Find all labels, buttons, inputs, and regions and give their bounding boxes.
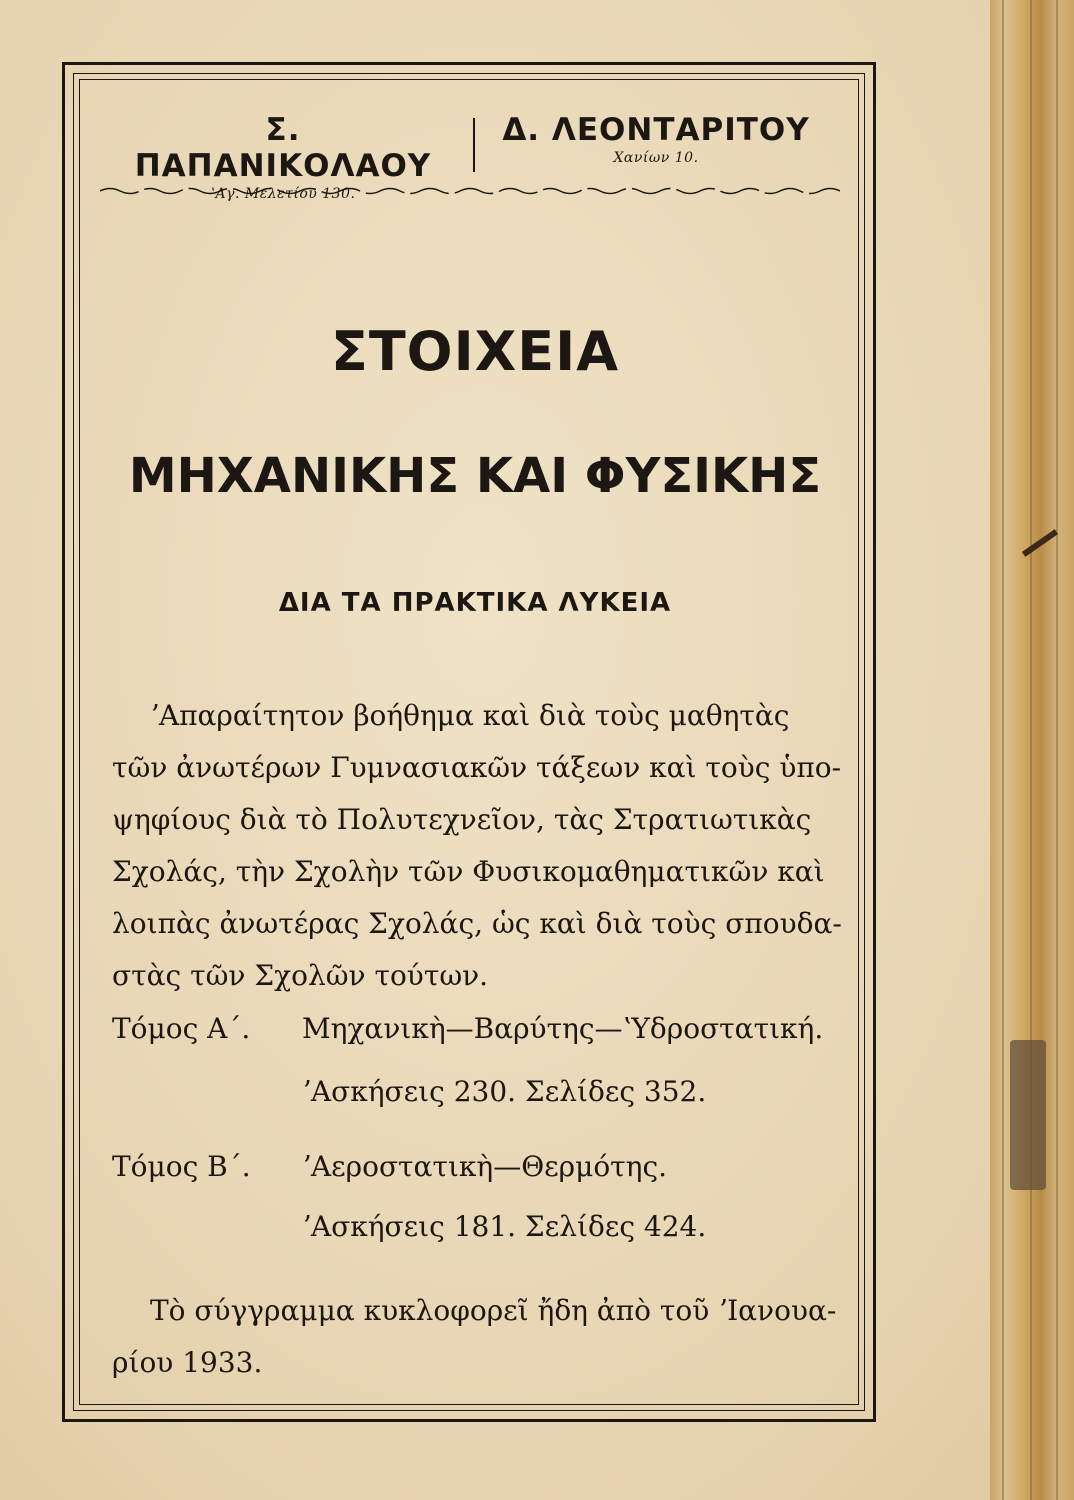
volume-1-topics: Μηχανικὴ—Βαρύτης—ʽΥδροστατική. bbox=[302, 1012, 824, 1045]
description-line: ψηφίους διὰ τὸ Πολυτεχνεῖον, τὰς Στρατιωτικὰς bbox=[112, 803, 812, 836]
volume-2-details: ʼΑσκήσεις 181. Σελίδες 424. bbox=[302, 1210, 707, 1243]
volume-2-label: Τόμος Β΄. bbox=[112, 1150, 251, 1183]
volume-2-topics: ʼΑεροστατικὴ—Θερμότης. bbox=[302, 1150, 668, 1183]
publisher-left-name: Σ. ΠΑΠΑΝΙΚΟΛΑΟΥ bbox=[134, 112, 432, 184]
description-line: λοιπὰς ἀνωτέρας Σχολάς, ὡς καὶ διὰ τοὺς σπουδα- bbox=[112, 907, 842, 940]
description-line: στὰς τῶν Σχολῶν τούτων. bbox=[112, 959, 489, 992]
publisher-left-address: ʽΑγ. Μελετίου 130. bbox=[210, 186, 356, 202]
publisher-divider bbox=[473, 118, 475, 172]
volume-1-details: ʼΑσκήσεις 230. Σελίδες 352. bbox=[302, 1075, 707, 1108]
title-line-1: ΣΤΟΙΧΕΙΑ bbox=[330, 320, 620, 383]
closing-line: ρίου 1933. bbox=[112, 1346, 263, 1379]
volume-1-label: Τόμος Α΄. bbox=[112, 1012, 251, 1045]
closing-line: Τὸ σύγγραμμα κυκλοφορεῖ ἤδη ἀπὸ τοῦ ʼΙανουα- bbox=[150, 1294, 837, 1327]
wavy-rule bbox=[100, 184, 840, 198]
volume-1 bbox=[112, 1012, 872, 1045]
volume-2 bbox=[112, 1150, 872, 1183]
subtitle: ΔΙΑ ΤΑ ΠΡΑΚΤΙΚΑ ΛΥΚΕΙΑ bbox=[278, 588, 672, 618]
description-line: Σχολάς, τὴν Σχολὴν τῶν Φυσικομαθηματικῶν καὶ bbox=[112, 855, 825, 888]
publisher-right-address: Χανίων 10. bbox=[613, 150, 699, 166]
title-line-2: ΜΗΧΑΝΙΚΗΣ ΚΑΙ ΦΥΣΙΚΗΣ bbox=[128, 448, 822, 504]
description bbox=[112, 690, 860, 1002]
publisher-right-name: Δ. ΛΕΟΝΤΑΡΙΤΟΥ bbox=[502, 112, 810, 148]
description-line: τῶν ἀνωτέρων Γυμνασιακῶν τάξεων καὶ τοὺς ὑπο- bbox=[112, 751, 842, 784]
closing-note bbox=[112, 1285, 860, 1389]
description-line: ʼΑπαραίτητον βοήθημα καὶ διὰ τοὺς μαθητὰς bbox=[150, 699, 790, 732]
publisher-right bbox=[500, 112, 812, 166]
